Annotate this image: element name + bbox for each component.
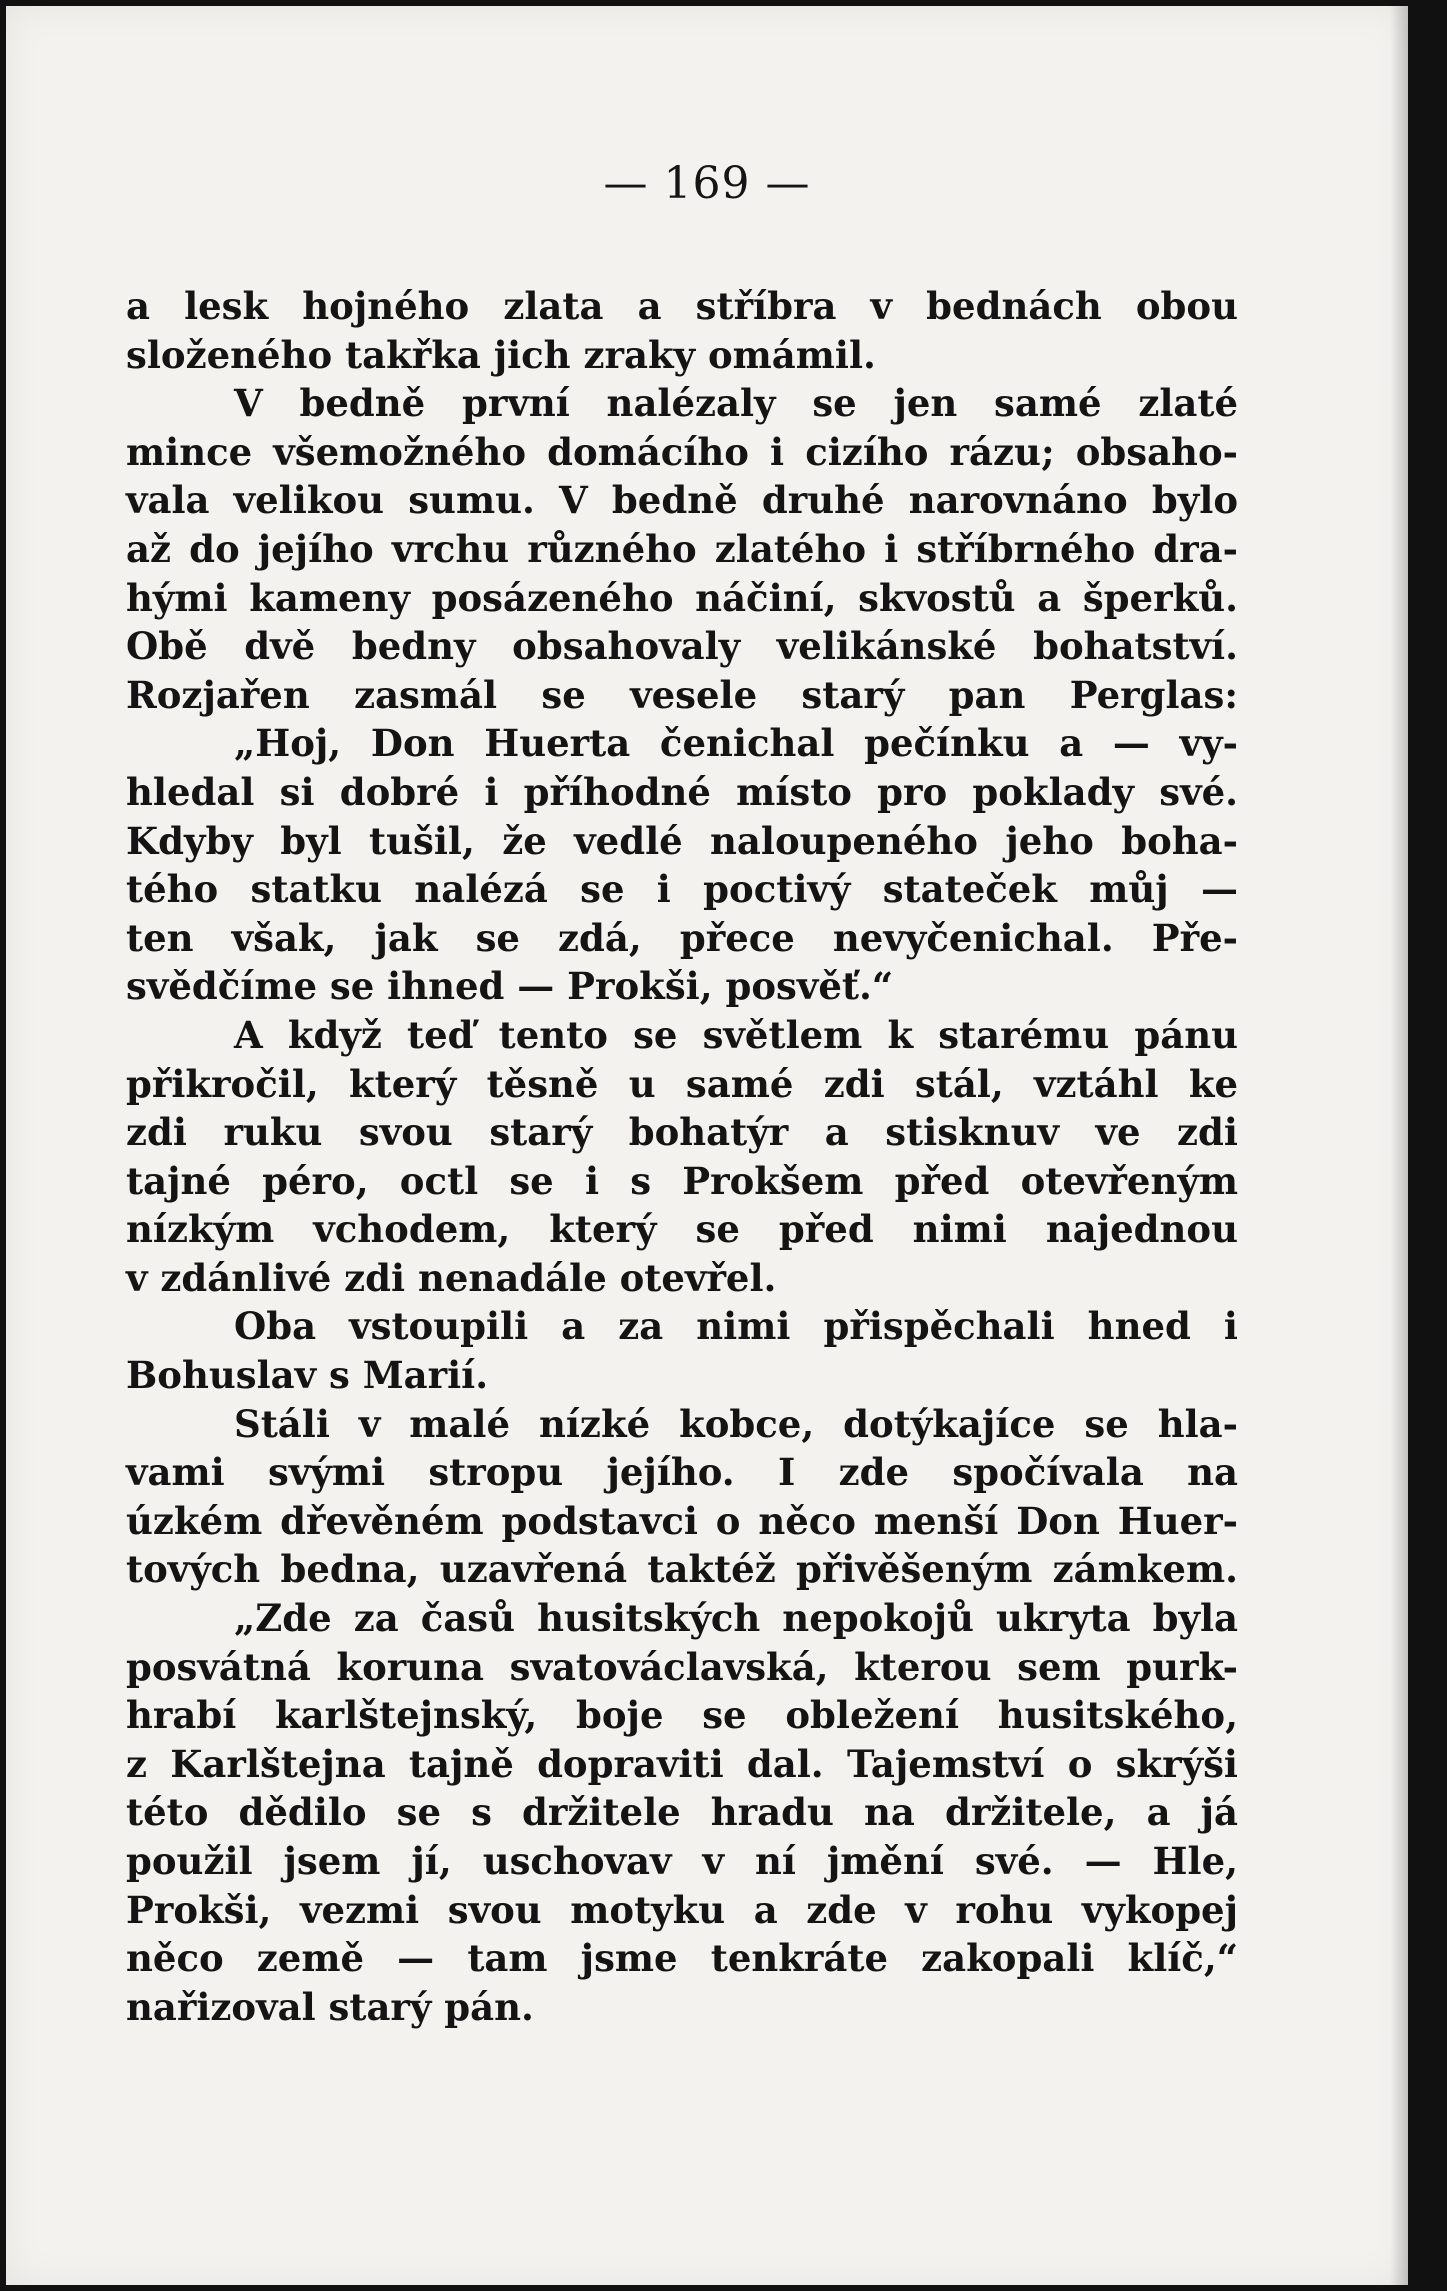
page-edge-shadow: [1390, 6, 1408, 2285]
book-page: [6, 6, 1408, 2285]
text-line: posvátná koruna svatováclavská, kterou sem purk-: [126, 1644, 1238, 1689]
text-line: A když teď tento se světlem k starému pánu: [234, 1012, 1238, 1057]
text-line: v zdánlivé zdi nenadále otevřel.: [126, 1255, 777, 1300]
body-text: [126, 282, 1238, 2031]
text-line: tových bedna, uzavřená taktéž přivěšeným zámkem.: [126, 1547, 1238, 1592]
text-line: vala velikou sumu. V bedně druhé narovnáno bylo: [126, 478, 1238, 523]
text-line: hými kameny posázeného náčiní, skvostů a šperků.: [126, 575, 1238, 620]
text-line: až do jejího vrchu různého zlatého i stříbrného dra-: [126, 526, 1238, 571]
text-line: zdi ruku svou starý bohatýr a stisknuv ve zdi: [126, 1110, 1238, 1155]
text-line: Oba vstoupili a za nimi přispěchali hned i: [234, 1304, 1238, 1349]
text-line: něco země — tam jsme tenkráte zakopali klíč,“: [126, 1936, 1238, 1981]
text-line: nízkým vchodem, který se před nimi najednou: [126, 1207, 1238, 1252]
text-line: tajné péro, octl se i s Prokšem před otevřeným: [126, 1158, 1238, 1203]
text-line: ten však, jak se zdá, přece nevyčenichal. Pře-: [126, 915, 1238, 960]
text-line: „Hoj, Don Huerta čenichal pečínku a — vy-: [234, 721, 1238, 766]
text-line: Bohuslav s Marií.: [126, 1353, 489, 1398]
text-line: nařizoval starý pán.: [126, 1984, 534, 2029]
text-line: přikročil, který těsně u samé zdi stál, vztáhl ke: [126, 1061, 1238, 1106]
text-line: použil jsem jí, uschovav v ní jmění své. — Hle,: [126, 1839, 1238, 1883]
text-line: Rozjařen zasmál se vesele starý pan Perglas:: [126, 672, 1238, 717]
text-line: Prokši, vezmi svou motyku a zde v rohu vykopej: [126, 1887, 1238, 1932]
page-number: — 169 —: [603, 158, 811, 209]
text-line: tého statku nalézá se i poctivý stateček můj —: [126, 867, 1238, 912]
text-line: Stáli v malé nízké kobce, dotýkajíce se hla-: [234, 1401, 1238, 1446]
text-line: „Zde za časů husitských nepokojů ukryta byla: [234, 1596, 1238, 1641]
text-line: a lesk hojného zlata a stříbra v bednách obou: [126, 284, 1238, 328]
text-line: V bedně první nalézaly se jen samé zlaté: [234, 381, 1238, 426]
text-line: vami svými stropu jejího. I zde spočívala na: [126, 1450, 1238, 1495]
text-line: hledal si dobré i příhodné místo pro poklady své.: [126, 769, 1238, 814]
text-line: svědčíme se ihned — Prokši, posvěť.“: [126, 964, 894, 1009]
text-line: Kdyby byl tušil, že vedlé naloupeného jeho boha-: [126, 818, 1238, 863]
text-line: hrabí karlštejnský, boje se obležení husitského,: [126, 1693, 1238, 1738]
text-line: mince všemožného domácího i cizího rázu; obsaho-: [126, 429, 1238, 474]
text-line: této dědilo se s držitele hradu na držitele, a já: [126, 1790, 1238, 1835]
text-line: z Karlštejna tajně dopraviti dal. Tajemství o skrýši: [126, 1741, 1238, 1786]
text-line: složeného takřka jich zraky omámil.: [126, 332, 876, 377]
text-line: úzkém dřevěném podstavci o něco menší Don Huer-: [126, 1498, 1238, 1543]
text-line: Obě dvě bedny obsahovaly velikánské bohatství.: [126, 624, 1238, 669]
